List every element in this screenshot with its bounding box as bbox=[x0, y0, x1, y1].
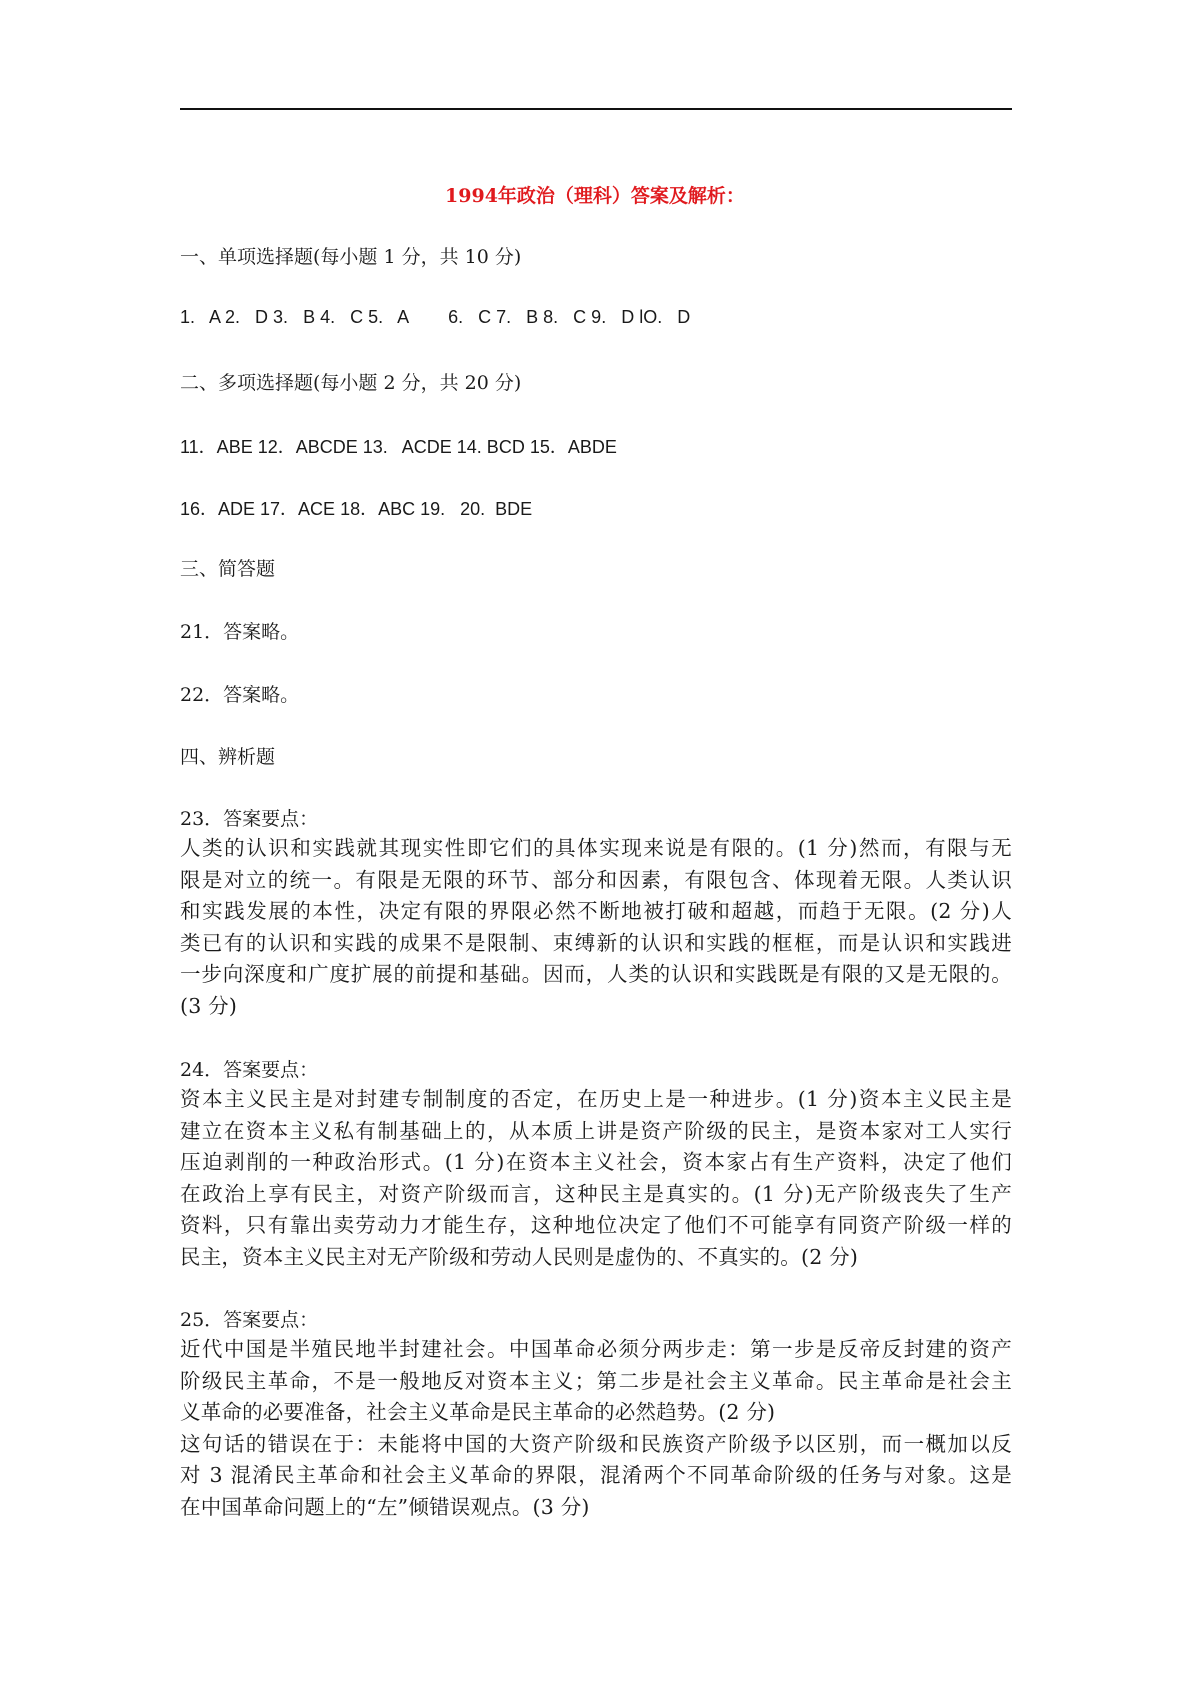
q25-line: 义革命的必要准备，社会主义革命是民主革命的必然趋势。(2 分) bbox=[180, 1400, 776, 1424]
q24-line: 建立在资本主义私有制基础上的，从本质上讲是资产阶级的民主，是资本家对工人实行 bbox=[180, 1118, 1012, 1143]
section2-heading: 二、多项选择题(每小题 2 分，共 20 分) bbox=[180, 372, 522, 394]
q24-line: 在政治上享有民主，对资产阶级而言，这种民主是真实的。(1 分)无产阶级丧失了生产 bbox=[180, 1181, 1012, 1206]
q23-line: 限是对立的统一。有限是无限的环节、部分和因素，有限包含、体现着无限。人类认识 bbox=[180, 867, 1012, 892]
section2-answers-row1: 11．ABE 12．ABCDE 13. ACDE 14. BCD 15．ABDE bbox=[180, 437, 617, 457]
q21-answer: 21．答案略。 bbox=[180, 621, 300, 643]
q25-line: 阶级民主革命，不是一般地反对资本主义；第二步是社会主义革命。民主革命是社会主 bbox=[180, 1368, 1012, 1393]
q25-line: 在中国革命问题上的“左”倾错误观点。(3 分) bbox=[180, 1494, 590, 1519]
q25-label: 25．答案要点： bbox=[180, 1309, 319, 1331]
section1-heading: 一、单项选择题(每小题 1 分，共 10 分) bbox=[180, 246, 522, 268]
q25-line: 近代中国是半殖民地半封建社会。中国革命必须分两步走：第一步是反帝反封建的资产 bbox=[180, 1337, 1012, 1361]
q25-line: 对 3 混淆民主革命和社会主义革命的界限，混淆两个不同革命阶级的任务与对象。这是 bbox=[180, 1463, 1012, 1487]
q24-body bbox=[180, 1084, 1012, 1273]
q23-body bbox=[180, 833, 1012, 1022]
q23-line: (3 分) bbox=[180, 993, 238, 1018]
section1-answers: 1. A 2. D 3. B 4. C 5. A 6. C 7. B 8. C 9. D lO. D bbox=[180, 307, 691, 327]
q24-label: 24．答案要点： bbox=[180, 1059, 319, 1081]
q24-line: 民主，资本主义民主对无产阶级和劳动人民则是虚伪的、不真实的。(2 分) bbox=[180, 1244, 859, 1269]
q23-line: 一步向深度和广度扩展的前提和基础。因而，人类的认识和实践既是有限的又是无限的。 bbox=[180, 962, 1012, 986]
q25-body bbox=[180, 1334, 1012, 1523]
q22-answer: 22．答案略。 bbox=[180, 684, 300, 706]
section2-answers-row2: 16．ADE 17．ACE 18．ABC 19. 20. BDE bbox=[180, 499, 533, 519]
q25-line: 这句话的错误在于：未能将中国的大资产阶级和民族资产阶级予以区别，而一概加以反 bbox=[180, 1431, 1012, 1456]
q23-line: 和实践发展的本性，决定有限的界限必然不断地被打破和超越，而趋于无限。(2 分)人 bbox=[180, 899, 1012, 923]
q23-line: 人类的认识和实践就其现实性即它们的具体实现来说是有限的。(1 分)然而，有限与无 bbox=[180, 836, 1012, 860]
q24-line: 资本主义民主是对封建专制制度的否定，在历史上是一种进步。(1 分)资本主义民主是 bbox=[180, 1087, 1012, 1111]
q23-line: 类已有的认识和实践的成果不是限制、束缚新的认识和实践的框框，而是认识和实践进 bbox=[180, 930, 1012, 955]
section3-heading: 三、简答题 bbox=[180, 558, 276, 580]
header-rule bbox=[180, 108, 1012, 110]
q24-line: 压迫剥削的一种政治形式。(1 分)在资本主义社会，资本家占有生产资料，决定了他们 bbox=[180, 1150, 1012, 1174]
q23-label: 23．答案要点： bbox=[180, 808, 319, 830]
q24-line: 资料，只有靠出卖劳动力才能生存，这种地位决定了他们不可能享有同资产阶级一样的 bbox=[180, 1213, 1012, 1237]
section4-heading: 四、辨析题 bbox=[180, 746, 276, 768]
page-title: 1994年政治（理科）答案及解析： bbox=[445, 185, 745, 207]
